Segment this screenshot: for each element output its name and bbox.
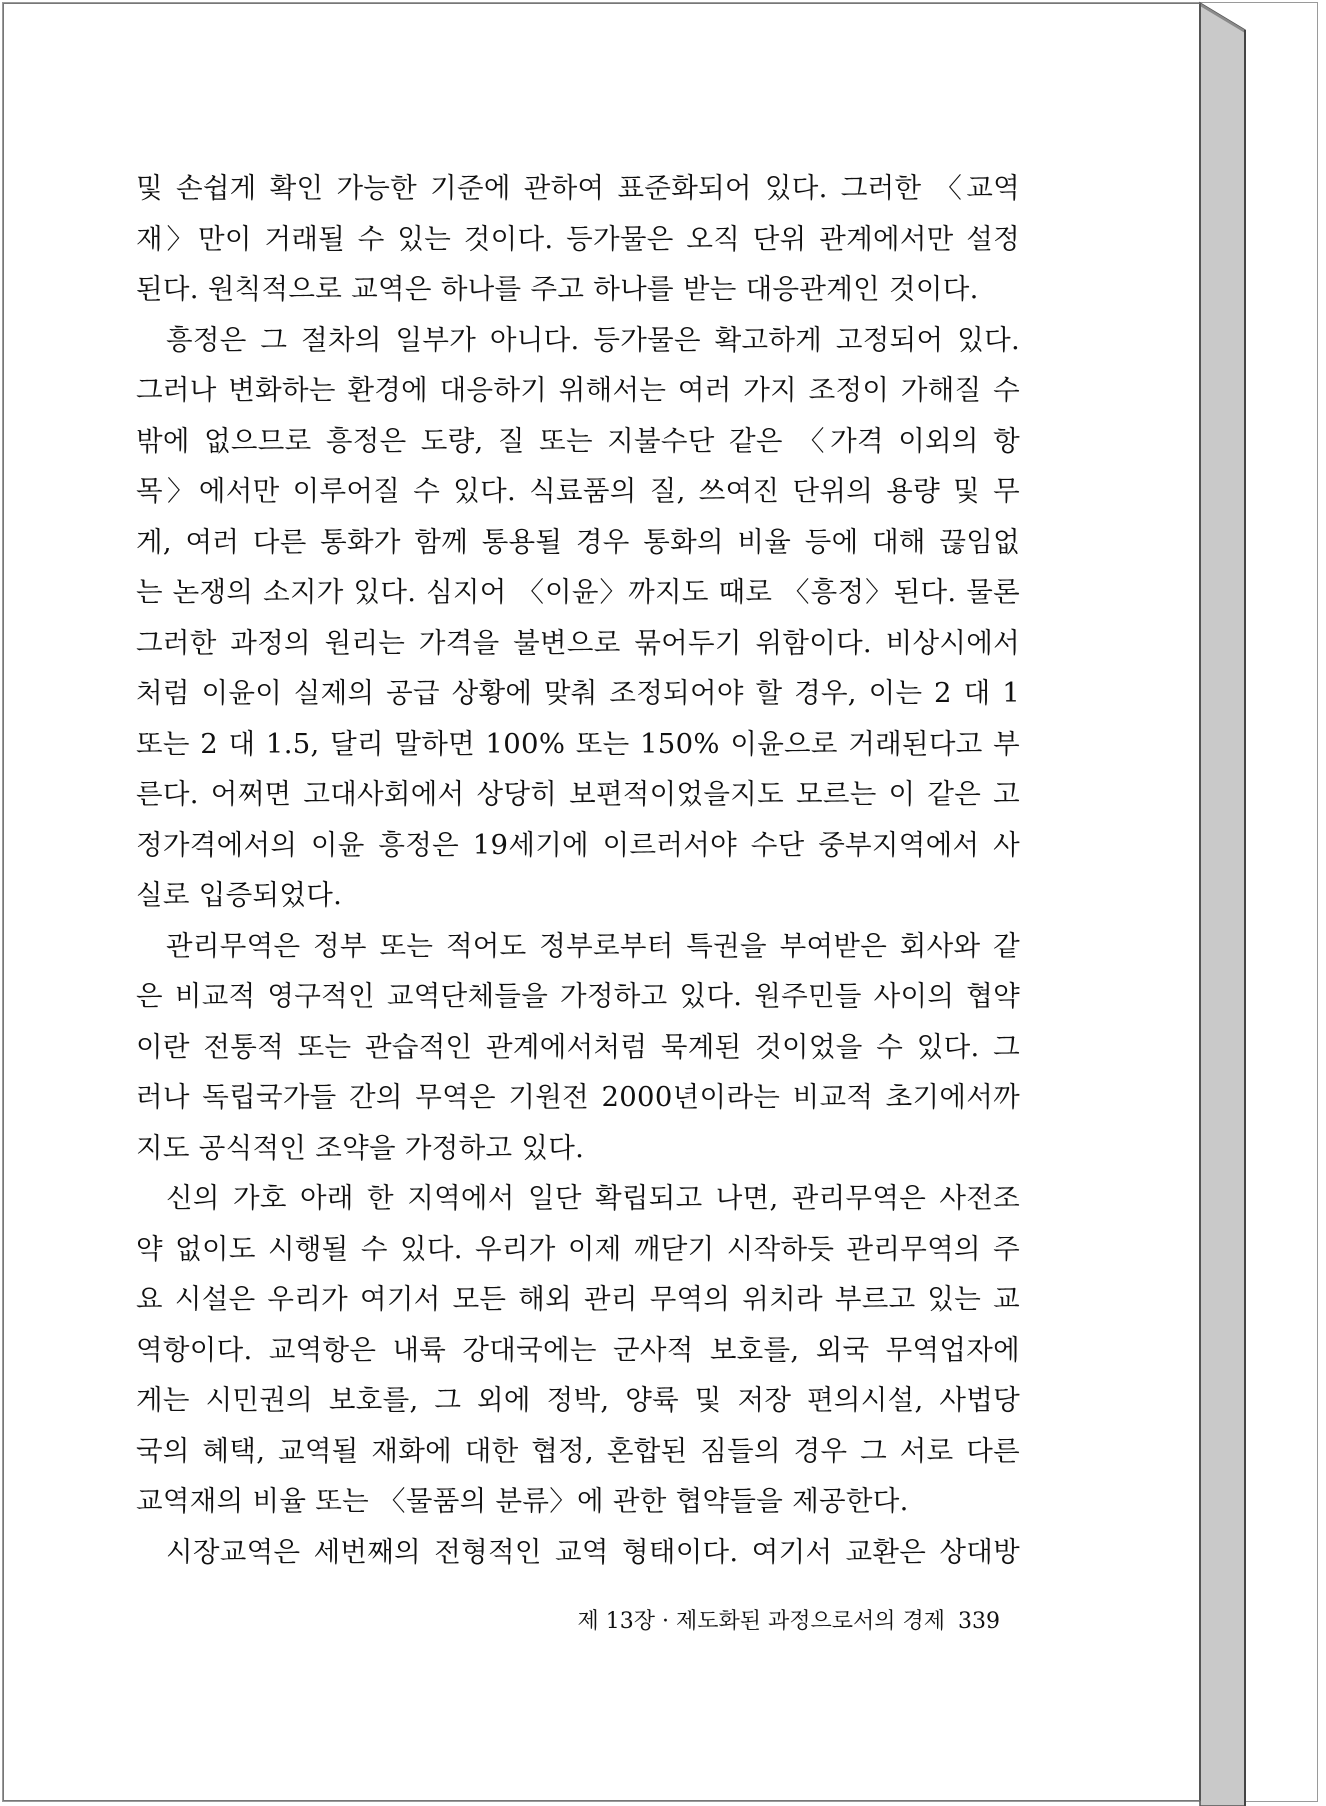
text-line: 목〉에서만 이루어질 수 있다. 식료품의 질, 쓰여진 단위의 용량 및 무 [136, 475, 1020, 507]
text-line: 처럼 이윤이 실제의 공급 상황에 맞춰 조정되어야 할 경우, 이는 2 대 1 [136, 677, 1020, 709]
text-line: 신의 가호 아래 한 지역에서 일단 확립되고 나면, 관리무역은 사전조 [166, 1182, 1020, 1214]
text-line: 흥정은 그 절차의 일부가 아니다. 등가물은 확고하게 고정되어 있다. [166, 323, 1020, 356]
text-line: 밖에 없으므로 흥정은 도량, 질 또는 지불수단 같은 〈가격 이외의 항 [136, 424, 1020, 457]
page-footer [540, 1604, 1000, 1635]
text-line: 게는 시민권의 보호를, 그 외에 정박, 양륙 및 저장 편의시설, 사법당 [136, 1384, 1020, 1416]
text-line: 게, 여러 다른 통화가 함께 통용될 경우 통화의 비율 등에 대해 끊임없 [136, 525, 1020, 558]
text-line: 국의 혜택, 교역될 재화에 대한 협정, 혼합된 짐들의 경우 그 서로 다른 [136, 1434, 1020, 1467]
text-line: 실로 입증되었다. [136, 879, 343, 911]
text-line: 시장교역은 세번째의 전형적인 교역 형태이다. 여기서 교환은 상대방 [166, 1535, 1020, 1568]
body-text [136, 163, 1020, 1577]
text-line: 교역재의 비율 또는 〈물품의 분류〉에 관한 협약들을 제공한다. [136, 1485, 909, 1517]
text-line: 또는 2 대 1.5, 달리 말하면 100% 또는 150% 이윤으로 거래된다고 부 [136, 727, 1020, 760]
text-line: 약 없이도 시행될 수 있다. 우리가 이제 깨닫기 시작하듯 관리무역의 주 [136, 1232, 1020, 1265]
text-line: 는 논쟁의 소지가 있다. 심지어 〈이윤〉까지도 때로 〈흥정〉된다. 물론 [136, 576, 1020, 608]
text-line: 은 비교적 영구적인 교역단체들을 가정하고 있다. 원주민들 사이의 협약 [136, 980, 1020, 1012]
book-spine-side [1200, 3, 1245, 1806]
text-line: 및 손쉽게 확인 가능한 기준에 관하여 표준화되어 있다. 그러한 〈교역 [136, 172, 1020, 204]
text-line: 이란 전통적 또는 관습적인 관계에서처럼 묵계된 것이었을 수 있다. 그 [136, 1030, 1020, 1063]
page-number: 339 [958, 1609, 1000, 1634]
text-line: 관리무역은 정부 또는 적어도 정부로부터 특권을 부여받은 회사와 같 [166, 929, 1020, 962]
text-line: 지도 공식적인 조약을 가정하고 있다. [136, 1131, 585, 1164]
text-line: 러나 독립국가들 간의 무역은 기원전 2000년이라는 비교적 초기에서까 [136, 1081, 1020, 1113]
text-line: 정가격에서의 이윤 흥정은 19세기에 이르러서야 수단 중부지역에서 사 [136, 828, 1020, 861]
chapter-title: 제 13장 · 제도화된 과정으로서의 경제 [577, 1609, 945, 1634]
text-line: 역항이다. 교역항은 내륙 강대국에는 군사적 보호를, 외국 무역업자에 [136, 1333, 1020, 1366]
text-line: 그러나 변화하는 환경에 대응하기 위해서는 여러 가지 조정이 가해질 수 [136, 374, 1020, 406]
text-line: 그러한 과정의 원리는 가격을 불변으로 묶어두기 위함이다. 비상시에서 [136, 626, 1020, 659]
text-line: 된다. 원칙적으로 교역은 하나를 주고 하나를 받는 대응관계인 것이다. [136, 273, 979, 305]
text-line: 재〉만이 거래될 수 있는 것이다. 등가물은 오직 단위 관계에서만 설정 [136, 222, 1020, 255]
text-line: 요 시설은 우리가 여기서 모든 해외 관리 무역의 위치라 부르고 있는 교 [136, 1283, 1020, 1315]
text-line: 른다. 어쩌면 고대사회에서 상당히 보편적이었을지도 모르는 이 같은 고 [136, 778, 1020, 810]
